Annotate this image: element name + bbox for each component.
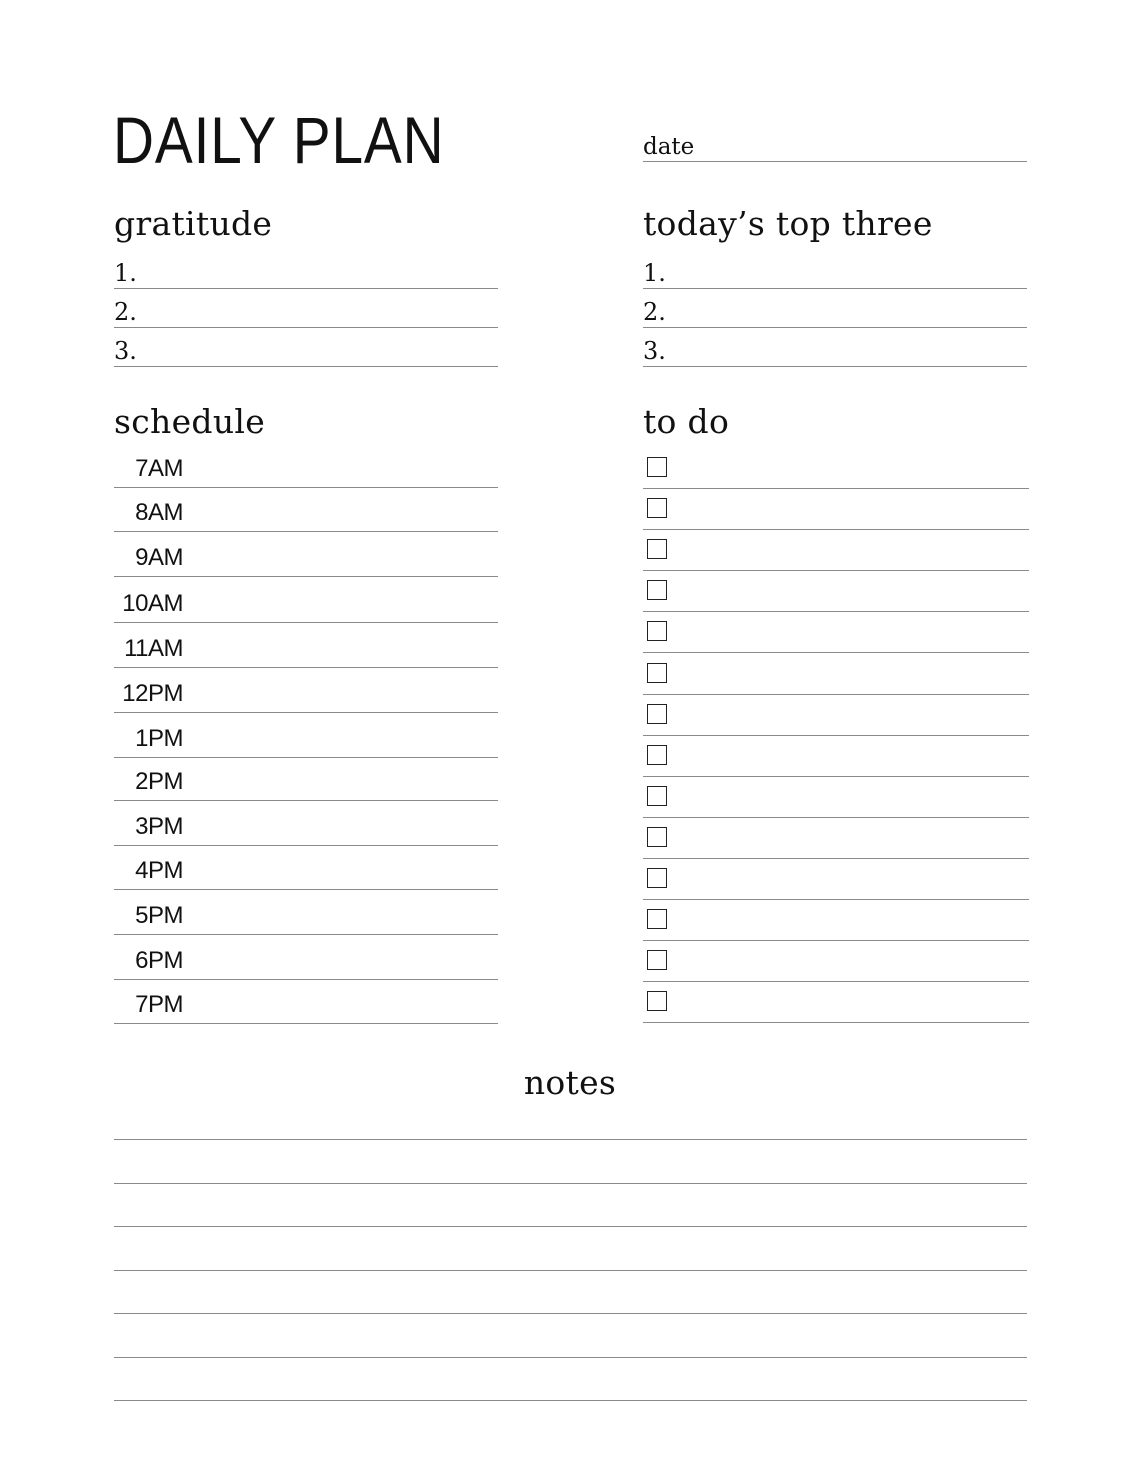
schedule-line[interactable]	[114, 979, 498, 980]
notes-line[interactable]	[114, 1183, 1027, 1184]
checkbox[interactable]	[647, 704, 667, 724]
list-number: 2.	[643, 298, 666, 326]
todo-line[interactable]	[643, 611, 1029, 612]
todo-line[interactable]	[643, 981, 1029, 982]
notes-line[interactable]	[114, 1139, 1027, 1140]
schedule-time: 2PM	[135, 768, 183, 795]
checkbox[interactable]	[647, 909, 667, 929]
checkbox[interactable]	[647, 827, 667, 847]
list-line[interactable]	[114, 366, 498, 367]
page-title: DAILY PLAN	[113, 103, 445, 177]
checkbox[interactable]	[647, 950, 667, 970]
checkbox[interactable]	[647, 539, 667, 559]
schedule-time: 10AM	[122, 590, 183, 617]
todo-line[interactable]	[643, 858, 1029, 859]
list-line[interactable]	[643, 366, 1027, 367]
list-number: 3.	[643, 337, 666, 365]
notes-line[interactable]	[114, 1400, 1027, 1401]
schedule-line[interactable]	[114, 757, 498, 758]
schedule-time: 4PM	[135, 857, 183, 884]
list-line[interactable]	[643, 327, 1027, 328]
notes-heading: notes	[523, 1063, 617, 1102]
schedule-line[interactable]	[114, 1023, 498, 1024]
schedule-time: 12PM	[122, 680, 183, 707]
date-field[interactable]	[643, 161, 1027, 162]
schedule-line[interactable]	[114, 845, 498, 846]
schedule-time: 8AM	[135, 499, 183, 526]
schedule-time: 11AM	[124, 635, 183, 662]
list-line[interactable]	[114, 288, 498, 289]
top-three-heading: today’s top three	[643, 204, 933, 243]
list-number: 3.	[114, 337, 137, 365]
checkbox[interactable]	[647, 786, 667, 806]
schedule-time: 1PM	[135, 725, 183, 752]
notes-line[interactable]	[114, 1226, 1027, 1227]
todo-line[interactable]	[643, 940, 1029, 941]
schedule-line[interactable]	[114, 800, 498, 801]
todo-line[interactable]	[643, 529, 1029, 530]
list-line[interactable]	[114, 327, 498, 328]
todo-line[interactable]	[643, 652, 1029, 653]
checkbox[interactable]	[647, 621, 667, 641]
todo-line[interactable]	[643, 735, 1029, 736]
schedule-line[interactable]	[114, 487, 498, 488]
todo-line[interactable]	[643, 1022, 1029, 1023]
notes-line[interactable]	[114, 1270, 1027, 1271]
schedule-line[interactable]	[114, 889, 498, 890]
schedule-line[interactable]	[114, 934, 498, 935]
checkbox[interactable]	[647, 745, 667, 765]
schedule-time: 7PM	[135, 991, 183, 1018]
schedule-time: 6PM	[135, 947, 183, 974]
gratitude-heading: gratitude	[114, 204, 273, 243]
checkbox[interactable]	[647, 498, 667, 518]
schedule-time: 3PM	[135, 813, 183, 840]
list-number: 2.	[114, 298, 137, 326]
todo-line[interactable]	[643, 488, 1029, 489]
list-number: 1.	[114, 259, 137, 287]
schedule-time: 7AM	[135, 455, 183, 482]
checkbox[interactable]	[647, 991, 667, 1011]
checkbox[interactable]	[647, 457, 667, 477]
todo-line[interactable]	[643, 776, 1029, 777]
list-number: 1.	[643, 259, 666, 287]
todo-line[interactable]	[643, 570, 1029, 571]
todo-line[interactable]	[643, 694, 1029, 695]
checkbox[interactable]	[647, 663, 667, 683]
schedule-line[interactable]	[114, 712, 498, 713]
list-line[interactable]	[643, 288, 1027, 289]
todo-line[interactable]	[643, 817, 1029, 818]
schedule-time: 9AM	[135, 544, 183, 571]
schedule-time: 5PM	[135, 902, 183, 929]
schedule-line[interactable]	[114, 622, 498, 623]
todo-line[interactable]	[643, 899, 1029, 900]
notes-line[interactable]	[114, 1313, 1027, 1314]
schedule-line[interactable]	[114, 576, 498, 577]
notes-line[interactable]	[114, 1357, 1027, 1358]
todo-heading: to do	[643, 402, 730, 441]
schedule-line[interactable]	[114, 667, 498, 668]
checkbox[interactable]	[647, 868, 667, 888]
checkbox[interactable]	[647, 580, 667, 600]
schedule-heading: schedule	[114, 402, 266, 441]
date-label: date	[643, 134, 695, 160]
schedule-line[interactable]	[114, 531, 498, 532]
